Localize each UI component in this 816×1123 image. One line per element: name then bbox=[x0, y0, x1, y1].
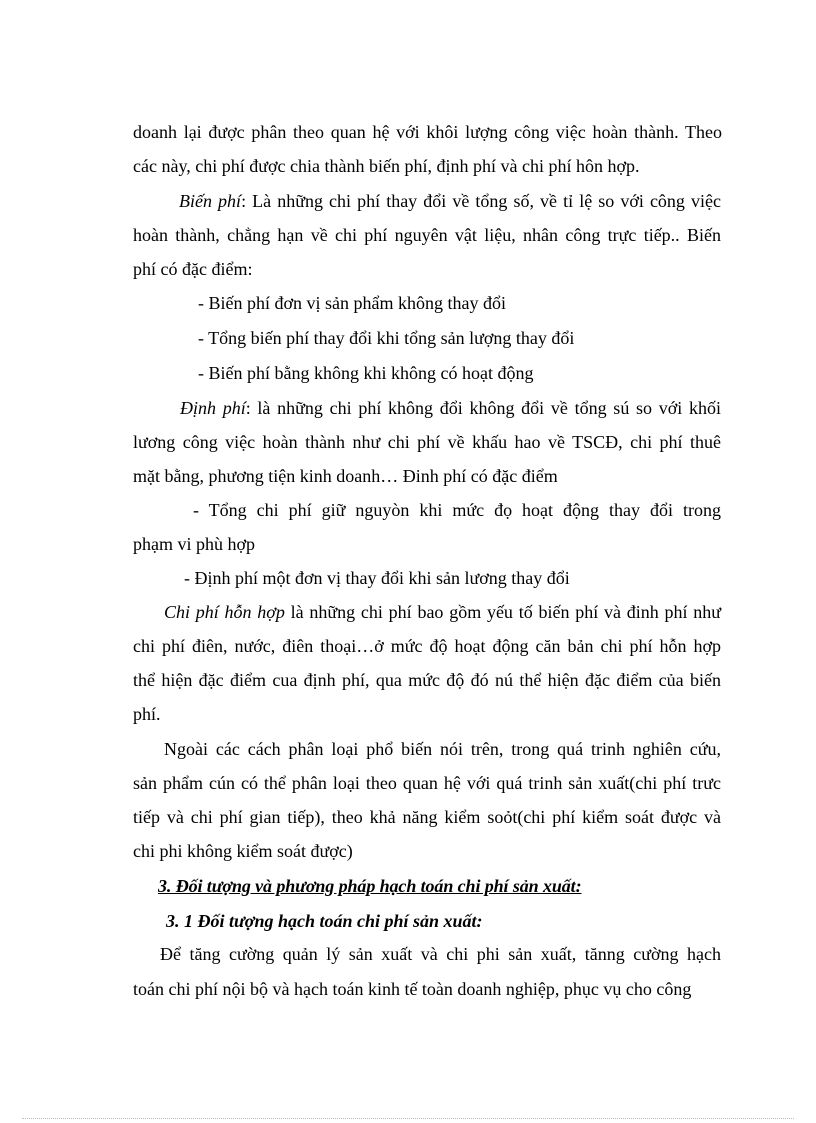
paragraph-line: thể hiện đặc điểm cua định phí, qua mức độ đó nú thể hiện đặc điểm của biến bbox=[133, 670, 721, 690]
paragraph-line: Ngoài các cách phân loại phổ biến nói trên, trong quá trinh nghiên cứu, bbox=[164, 739, 721, 759]
hon-hop-definition: là những chi phí bao gồm yếu tố biến phí và đinh phí như bbox=[284, 602, 721, 622]
paragraph-line: doanh lại được phân theo quan hệ với khôi lượng công việc hoàn thành. Theo bbox=[133, 122, 722, 142]
dinh-phi-definition: : là những chi phí không đổi không đổi về tổng sú so với khối bbox=[245, 398, 721, 418]
bien-phi-term: Biến phí bbox=[179, 191, 242, 211]
bullet-item: - Biến phí bằng không khi không có hoạt động bbox=[198, 363, 534, 383]
paragraph-line: các này, chi phí được chia thành biến phí, định phí và chi phí hôn hợp. bbox=[133, 156, 640, 176]
section-heading: 3. Đối tượng và phương pháp hạch toán chi phí sản xuất: bbox=[158, 876, 582, 896]
bullet-continuation: phạm vi phù hợp bbox=[133, 534, 256, 554]
paragraph-line: hoàn thành, chẳng hạn về chi phí nguyên vật liệu, nhân công trực tiếp.. Biến bbox=[133, 225, 721, 245]
bullet-item: - Biến phí đơn vị sản phẩm không thay đổi bbox=[198, 293, 506, 313]
paragraph-line: mặt bằng, phương tiện kinh doanh… Đinh phí có đặc điểm bbox=[133, 466, 558, 486]
subsection-heading: 3. 1 Đối tượng hạch toán chi phí sản xuất: bbox=[166, 911, 483, 931]
paragraph-line: chi phi không kiểm soát được) bbox=[133, 841, 353, 861]
bullet-item: - Tổng chi phí giữ nguyòn khi mức đọ hoạt động thay đổi trong bbox=[193, 500, 721, 520]
paragraph-line: Để tăng cường quản lý sản xuất và chi phi sản xuất, tănng cường hạch bbox=[160, 944, 721, 964]
paragraph-line: toán chi phí nội bộ và hạch toán kinh tế toàn doanh nghiệp, phục vụ cho công bbox=[133, 979, 692, 999]
paragraph-line: chi phí điên, nước, điên thoại…ở mức độ hoạt động căn bản chi phí hỗn hợp bbox=[133, 636, 721, 656]
paragraph-line: phí. bbox=[133, 704, 161, 724]
dinh-phi-term: Định phí bbox=[180, 398, 246, 418]
bien-phi-definition: : Là những chi phí thay đổi về tổng số, về tỉ lệ so với công việc bbox=[241, 191, 721, 211]
paragraph-line: sản phẩm cún có thể phân loại theo quan hệ với quá trinh sản xuất(chi phí trưc bbox=[133, 773, 721, 793]
hon-hop-term: Chi phí hỗn hợp bbox=[164, 602, 285, 622]
bullet-item: - Định phí một đơn vị thay đổi khi sản lương thay đổi bbox=[184, 568, 570, 588]
hon-hop-line bbox=[164, 600, 721, 624]
page-bottom-rule bbox=[22, 1118, 794, 1119]
bien-phi-line bbox=[179, 189, 721, 213]
paragraph-line: phí có đặc điểm: bbox=[133, 259, 253, 279]
bullet-item: - Tổng biến phí thay đổi khi tổng sản lượng thay đổi bbox=[198, 328, 575, 348]
paragraph-line: lương công việc hoàn thành như chi phí về khấu hao về TSCĐ, chi phí thuê bbox=[133, 432, 721, 452]
paragraph-line: tiếp và chi phí gian tiếp), theo khả năng kiểm soỏt(chi phí kiểm soát được và bbox=[133, 807, 721, 827]
dinh-phi-line bbox=[180, 396, 721, 420]
